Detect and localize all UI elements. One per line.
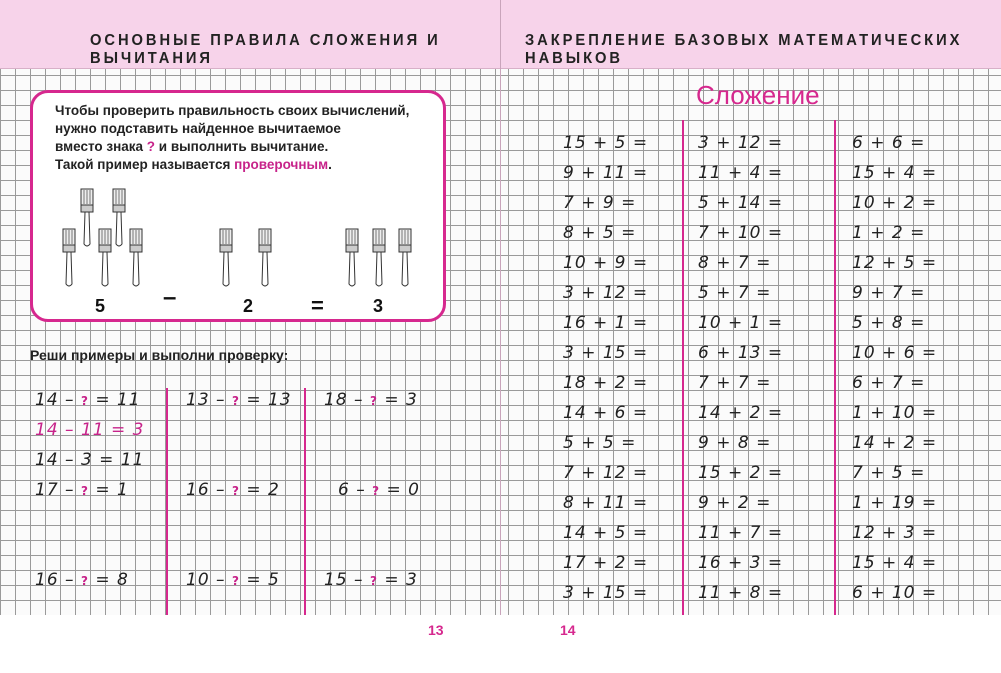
- question-mark-sign: ?: [146, 139, 156, 154]
- unknown-mark: ?: [231, 574, 240, 588]
- check-example-1: 14 – 11 = 3: [35, 420, 145, 440]
- example-r3c1: 16 – ? = 8: [35, 570, 129, 590]
- addition-example: 15 + 2 =: [698, 463, 784, 483]
- addition-example: 15 + 4 =: [852, 553, 938, 573]
- unknown-mark: ?: [80, 394, 89, 408]
- unknown-mark: ?: [80, 574, 89, 588]
- addition-example: 9 + 2 =: [698, 493, 772, 513]
- addition-example: 11 + 4 =: [698, 163, 784, 183]
- column-divider: [682, 120, 684, 615]
- addition-example: 5 + 5 =: [563, 433, 637, 453]
- equation-result: 3: [373, 296, 384, 316]
- addition-example: 3 + 15 =: [563, 583, 649, 603]
- addition-example: 12 + 5 =: [852, 253, 938, 273]
- paintbrush-icon: [128, 228, 144, 288]
- section-title: Сложение: [696, 80, 820, 110]
- addition-example: 14 + 2 =: [852, 433, 938, 453]
- page-number-right: 14: [560, 622, 576, 638]
- info-line-3b: и выполнить вычитание.: [158, 139, 329, 154]
- example-r2c3: 6 – ? = 0: [338, 480, 420, 500]
- addition-example: 3 + 15 =: [563, 343, 649, 363]
- addition-example: 11 + 7 =: [698, 523, 784, 543]
- addition-example: 14 + 5 =: [563, 523, 649, 543]
- paintbrush-icon: [397, 228, 413, 288]
- equation-minus-sign: –: [163, 284, 177, 311]
- unknown-mark: ?: [231, 394, 240, 408]
- addition-example: 14 + 6 =: [563, 403, 649, 423]
- paintbrush-icon: [61, 228, 77, 288]
- addition-example: 10 + 6 =: [852, 343, 938, 363]
- check-example-2: 14 – 3 = 11: [35, 450, 145, 470]
- paintbrush-icon: [371, 228, 387, 288]
- example-r3c3: 15 – ? = 3: [324, 570, 418, 590]
- addition-example: 7 + 7 =: [698, 373, 772, 393]
- example-r3c2: 10 – ? = 5: [186, 570, 280, 590]
- addition-example: 6 + 13 =: [698, 343, 784, 363]
- unknown-mark: ?: [369, 394, 378, 408]
- addition-example: 17 + 2 =: [563, 553, 649, 573]
- addition-example: 3 + 12 =: [698, 133, 784, 153]
- addition-example: 9 + 7 =: [852, 283, 926, 303]
- addition-example: 18 + 2 =: [563, 373, 649, 393]
- unknown-mark: ?: [80, 484, 89, 498]
- addition-example: 7 + 12 =: [563, 463, 649, 483]
- paintbrush-icon: [344, 228, 360, 288]
- info-line-2: нужно подставить найденное вычитаемое: [55, 121, 341, 136]
- addition-example: 5 + 14 =: [698, 193, 784, 213]
- addition-example: 10 + 2 =: [852, 193, 938, 213]
- addition-example: 16 + 1 =: [563, 313, 649, 333]
- example-r2c1: 17 – ? = 1: [35, 480, 129, 500]
- addition-example: 9 + 8 =: [698, 433, 772, 453]
- example-r1c2: 13 – ? = 13: [186, 390, 292, 410]
- info-line-4: [55, 157, 332, 172]
- page-number-left: 13: [428, 622, 444, 638]
- task-instruction: Реши примеры и выполни проверку:: [30, 347, 289, 363]
- addition-example: 8 + 7 =: [698, 253, 772, 273]
- info-line-3: [55, 139, 328, 154]
- addition-example: 14 + 2 =: [698, 403, 784, 423]
- left-page: [0, 0, 500, 615]
- right-page: [501, 0, 1001, 615]
- addition-example: 1 + 10 =: [852, 403, 938, 423]
- addition-example: 6 + 6 =: [852, 133, 926, 153]
- unknown-mark: ?: [369, 574, 378, 588]
- example-r2c2: 16 – ? = 2: [186, 480, 280, 500]
- info-line-4a: Такой пример называется: [55, 157, 231, 172]
- equation-equals-sign: =: [311, 293, 324, 318]
- equation-subtrahend: 2: [243, 296, 254, 316]
- addition-example: 9 + 11 =: [563, 163, 649, 183]
- highlight-check-word: проверочным: [234, 157, 329, 172]
- column-divider: [834, 120, 836, 615]
- addition-example: 10 + 9 =: [563, 253, 649, 273]
- column-divider: [166, 388, 168, 615]
- addition-example: 8 + 11 =: [563, 493, 649, 513]
- addition-example: 1 + 2 =: [852, 223, 926, 243]
- info-line-4c: .: [328, 157, 332, 172]
- paintbrush-icon: [218, 228, 234, 288]
- addition-example: 10 + 1 =: [698, 313, 784, 333]
- addition-example: 6 + 7 =: [852, 373, 926, 393]
- addition-example: 3 + 12 =: [563, 283, 649, 303]
- addition-example: 5 + 7 =: [698, 283, 772, 303]
- addition-example: 11 + 8 =: [698, 583, 784, 603]
- example-r1c1: 14 – ? = 11: [35, 390, 141, 410]
- equation-minuend: 5: [95, 296, 106, 316]
- addition-example: 7 + 5 =: [852, 463, 926, 483]
- addition-example: 16 + 3 =: [698, 553, 784, 573]
- info-line-3a: вместо знака: [55, 139, 144, 154]
- right-header-title: ЗАКРЕПЛЕНИЕ БАЗОВЫХ МАТЕМАТИЧЕСКИХ НАВЫКОВ: [525, 32, 963, 67]
- addition-example: 7 + 9 =: [563, 193, 637, 213]
- addition-example: 7 + 10 =: [698, 223, 784, 243]
- addition-example: 15 + 5 =: [563, 133, 649, 153]
- example-r1c3: 18 – ? = 3: [324, 390, 418, 410]
- addition-example: 15 + 4 =: [852, 163, 938, 183]
- unknown-mark: ?: [231, 484, 240, 498]
- paintbrush-icon: [111, 188, 127, 248]
- addition-example: 12 + 3 =: [852, 523, 938, 543]
- addition-example: 1 + 19 =: [852, 493, 938, 513]
- left-header-title: ОСНОВНЫЕ ПРАВИЛА СЛОЖЕНИЯ И ВЫЧИТАНИЯ: [90, 32, 441, 67]
- right-header-band: [501, 0, 1001, 69]
- info-box: [30, 90, 446, 322]
- left-header-band: [0, 0, 500, 69]
- info-line-1: Чтобы проверить правильность своих вычислений,: [55, 103, 410, 118]
- paintbrush-icon: [79, 188, 95, 248]
- unknown-mark: ?: [372, 484, 381, 498]
- paintbrush-icon: [257, 228, 273, 288]
- addition-example: 8 + 5 =: [563, 223, 637, 243]
- column-divider: [304, 388, 306, 615]
- addition-example: 6 + 10 =: [852, 583, 938, 603]
- addition-example: 5 + 8 =: [852, 313, 926, 333]
